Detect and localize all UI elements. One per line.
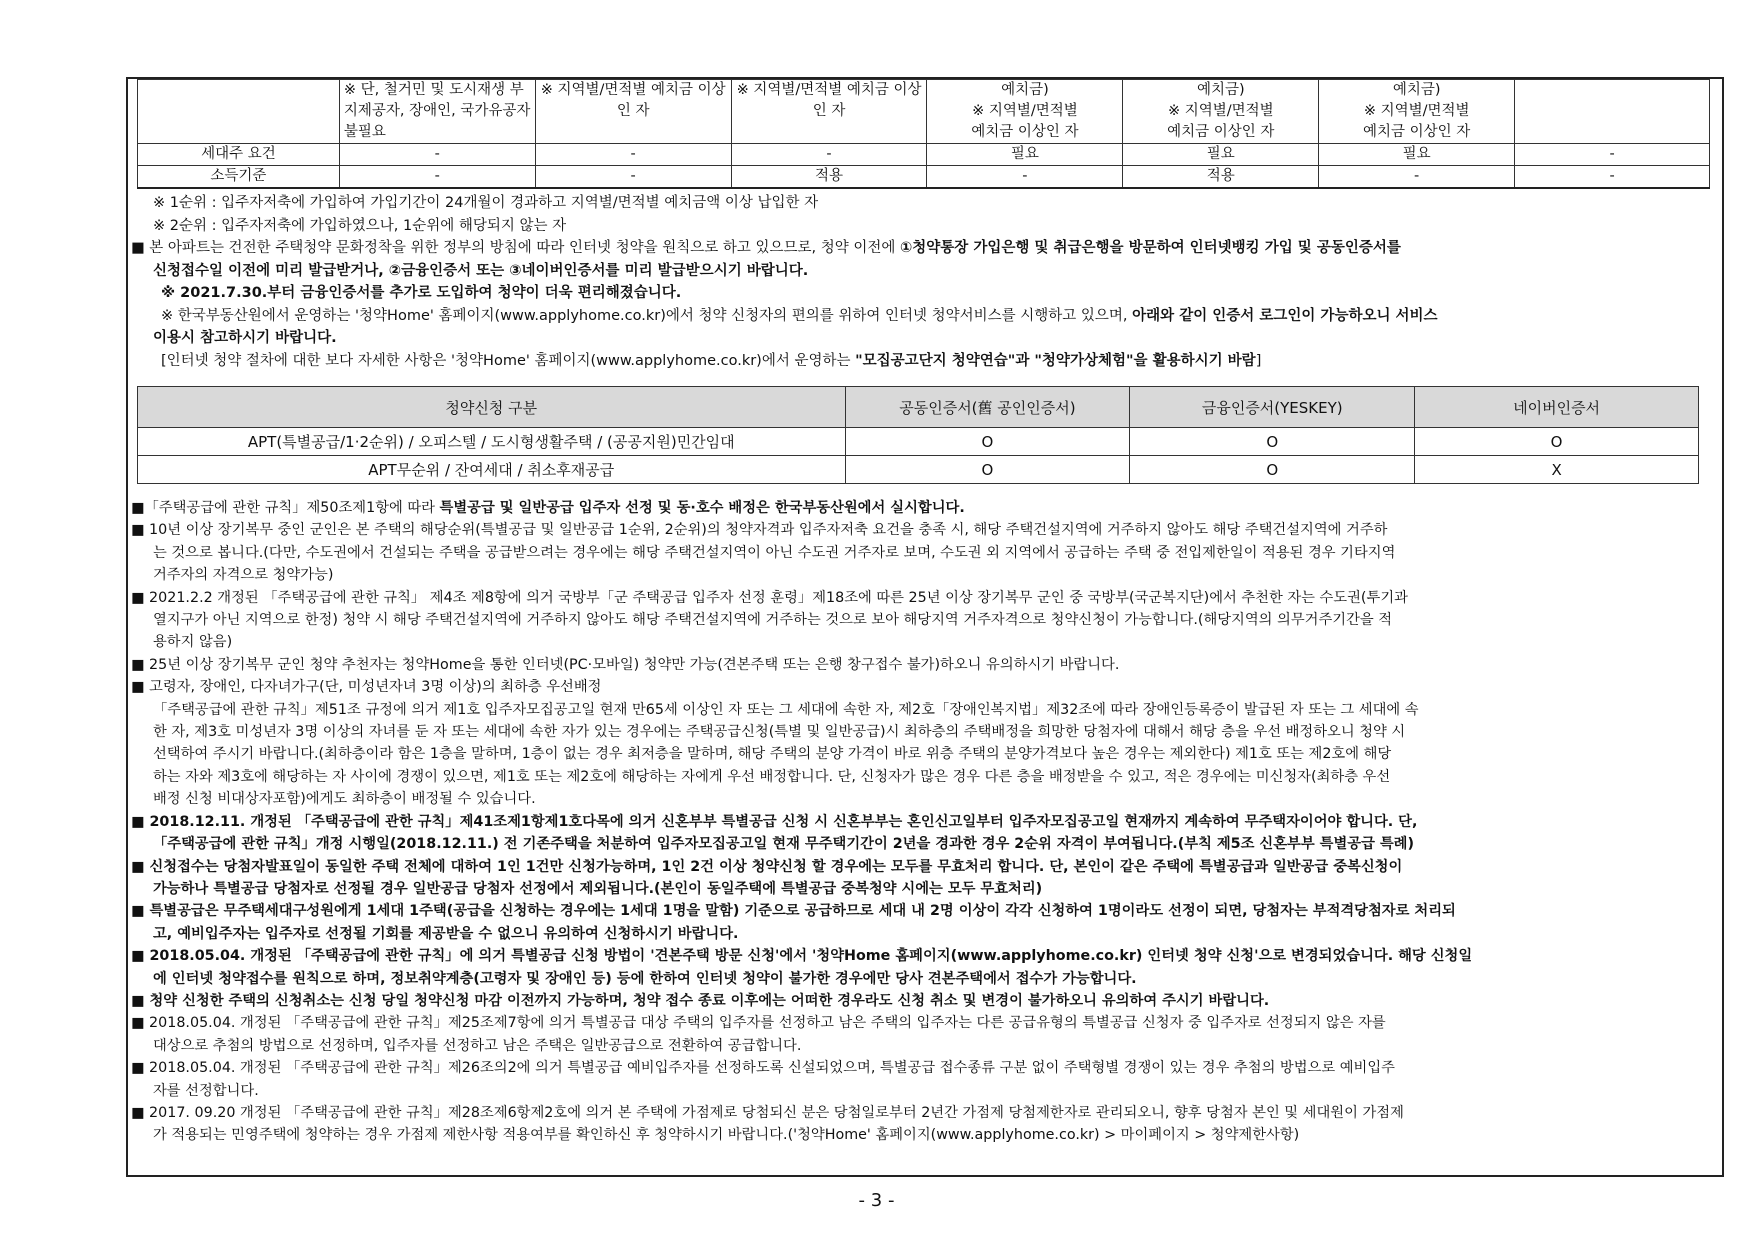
table-cell: - <box>1319 166 1515 189</box>
column-header: 금융인증서(YESKEY) <box>1130 387 1415 428</box>
column-header: 네이버인증서 <box>1415 387 1699 428</box>
table-cell: APT(특별공급/1·2순위) / 오피스텔 / 도시형생활주택 / (공공지원)민간임대 <box>138 428 846 456</box>
note-line: 에 인터넷 청약접수를 원칙으로 하며, 정보취약계층(고령자 및 장애인 등) 등에 한하여 인터넷 청약이 불가한 경우에만 당사 견본주택에서 접수가 가능합니다. <box>153 970 1137 987</box>
table-cell: O <box>845 456 1130 484</box>
table-cell: 적용 <box>1123 166 1319 189</box>
column-header: 공동인증서(舊 공인인증서) <box>845 387 1130 428</box>
note-line: 신청접수일 이전에 미리 발급받거나, ②금융인증서 또는 ③네이버인증서를 미리 발급받으시기 바랍니다. <box>153 262 809 279</box>
note-line: 는 것으로 봅니다.(다만, 수도권에서 건설되는 주택을 공급받으려는 경우에는 해당 주택건설지역이 아닌 수도권 거주자로 보며, 수도권 외 지역에서 공급하는 주택 중 전입제한일이 적용된 경우 기타지역 <box>153 544 1396 561</box>
table-row <box>138 428 1699 456</box>
note-line: 자를 선정합니다. <box>153 1082 259 1099</box>
note-line: ■ 2018.12.11. 개정된 「주택공급에 관한 규칙」제41조제1항제1호다목에 의거 신혼부부 특별공급 신청 시 신혼부부는 혼인신고일부터 입주자모집공고일 현재까지 계속하여 무주택자이어야 합니다. 단, <box>131 813 1418 830</box>
table-cell: - <box>1515 144 1710 166</box>
note-line: 「주택공급에 관한 규칙」제51조 규정에 의거 제1호 입주자모집공고일 현재 만65세 이상인 자 또는 그 세대에 속한 자, 제2호「장애인복지법」제32조에 따라 장애인등록증이 발급된 자 또는 그 세대에 속 <box>153 701 1419 718</box>
table-row <box>138 166 1710 189</box>
note-line: ■ 2017. 09.20 개정된 「주택공급에 관한 규칙」제28조제6항제2호에 의거 본 주택에 가점제로 당첨되신 분은 당첨일로부터 2년간 가점제 당첨제한자로 관리되오니, 향후 당첨자 본인 및 세대원이 가점제 <box>131 1104 1404 1121</box>
table-cell: 적용 <box>731 166 927 189</box>
note-line: ■ 신청접수는 당첨자발표일이 동일한 주택 전체에 대하여 1인 1건만 신청가능하며, 1인 2건 이상 청약신청 할 경우에는 모두를 무효처리 합니다. 단, 본인이 같은 주택에 특별공급과 일반공급 중복신청이 <box>131 858 1403 875</box>
note-line: ※ 2021.7.30.부터 금융인증서를 추가로 도입하여 청약이 더욱 편리해졌습니다. <box>161 285 682 301</box>
table-cell: 필요 <box>927 144 1123 166</box>
table-cell: - <box>535 166 731 189</box>
table-cell: O <box>845 428 1130 456</box>
note-line: ■ 본 아파트는 건전한 주택청약 문화정착을 위한 정부의 방침에 따라 인터넷 청약을 원칙으로 하고 있으므로, 청약 이전에 ①청약통장 가입은행 및 취급은행을 방문하여 인터넷뱅킹 가입 및 공동인증서를 <box>131 240 1401 256</box>
note-line: ■ 고령자, 장애인, 다자녀가구(단, 미성년자녀 3명 이상)의 최하층 우선배정 <box>131 679 602 696</box>
table-cell: - <box>731 144 927 166</box>
table-cell: X <box>1415 456 1699 484</box>
note-line: 거주자의 자격으로 청약가능) <box>153 567 334 584</box>
table-row <box>138 456 1699 484</box>
table-cell: ※ 지역별/면적별 예치금 이상인 자 <box>731 80 927 144</box>
note-line: 배정 신청 비대상자포함)에게도 최하층이 배정될 수 있습니다. <box>153 791 536 808</box>
application-notes <box>131 497 1721 1147</box>
column-header: 청약신청 구분 <box>138 387 846 428</box>
table-row <box>138 80 1710 144</box>
table-cell: APT무순위 / 잔여세대 / 취소후재공급 <box>138 456 846 484</box>
note-line: [인터넷 청약 절차에 대한 보다 자세한 사항은 '청약Home' 홈페이지(www.applyhome.co.kr)에서 운영하는 "모집공고단지 청약연습"과 "청약가상체험"을 활용하시기 바람] <box>161 352 1262 369</box>
note-line: ■ 청약 신청한 주택의 신청취소는 신청 당일 청약신청 마감 이전까지 가능하며, 청약 접수 종료 이후에는 어떠한 경우라도 신청 취소 및 변경이 불가하오니 유의하여 주시기 바랍니다. <box>131 992 1270 1009</box>
note-line: ■ 2018.05.04. 개정된 「주택공급에 관한 규칙」제26조의2에 의거 특별공급 예비입주자를 선정하도록 신설되었으며, 특별공급 접수종류 구분 없이 주택형별 경쟁이 있는 경우 추첨의 방법으로 예비입주 <box>131 1060 1395 1077</box>
table-cell: O <box>1415 428 1699 456</box>
table-cell: 필요 <box>1319 144 1515 166</box>
note-line: ■ 2018.05.04. 개정된 「주택공급에 관한 규칙」에 의거 특별공급 신청 방법이 '견본주택 방문 신청'에서 '청약Home 홈페이지(www.applyhome.co.kr) 인터넷 청약 신청'으로 변경되었습니다. 해당 신청일 <box>131 948 1473 965</box>
table-cell: ※ 단, 철거민 및 도시재생 부지제공자, 장애인, 국가유공자 불필요 <box>339 80 535 144</box>
table-cell: 필요 <box>1123 144 1319 166</box>
note-line: ■ 2021.2.2 개정된 「주택공급에 관한 규칙」 제4조 제8항에 의거 국방부「군 주택공급 입주자 선정 훈령」제18조에 따른 25년 이상 장기복무 군인 중 국방부(국군복지단)에서 추천한 자는 수도권(투기과 <box>131 589 1408 606</box>
table-cell: 예치금) ※ 지역별/면적별 예치금 이상인 자 <box>1319 80 1515 144</box>
row-label: 소득기준 <box>138 166 340 189</box>
note-line: 하는 자와 제3호에 해당하는 자 사이에 경쟁이 있으면, 제1호 또는 제2호에 해당하는 자에게 우선 배정합니다. 단, 신청자가 많은 경우 다른 층을 배정받을 수 있고, 적은 경우에는 미신청자(최하층 우선 <box>153 768 1391 785</box>
note-line: 용하지 않음) <box>153 634 233 651</box>
note-line: ■ 25년 이상 장기복무 군인 청약 추천자는 청약Home을 통한 인터넷(PC·모바일) 청약만 가능(견본주택 또는 은행 창구접수 불가)하오니 유의하시기 바랍니다. <box>131 656 1120 673</box>
table-cell: O <box>1130 456 1415 484</box>
note-line: ■ 2018.05.04. 개정된 「주택공급에 관한 규칙」제25조제7항에 의거 특별공급 대상 주택의 입주자를 선정하고 남은 주택의 입주자는 다른 공급유형의 특별공급 신청자 중 입주자로 선정되지 않은 자를 <box>131 1015 1386 1032</box>
note-line: 선택하여 주시기 바랍니다.(최하층이라 함은 1층을 말하며, 1층이 없는 경우 최저층을 말하며, 해당 주택의 분양 가격이 바로 위층 주택의 분양가격보다 높은 경우는 제외한다) 제1호 또는 제2호에 해당 <box>153 746 1392 763</box>
page-number: - 3 - <box>858 1190 895 1211</box>
table-cell: - <box>1515 166 1710 189</box>
table-cell: O <box>1130 428 1415 456</box>
table-cell: 예치금) ※ 지역별/면적별 예치금 이상인 자 <box>927 80 1123 144</box>
note-line: 「주택공급에 관한 규칙」개정 시행일(2018.12.11.) 전 기존주택을 처분하여 입주자모집공고일 현재 무주택기간이 2년을 경과한 경우 2순위 자격이 부여됩니다.(부칙 제5조 신혼부부 특별공급 특례) <box>153 836 1415 853</box>
note-line: ■ 10년 이상 장기복무 중인 군인은 본 주택의 해당순위(특별공급 및 일반공급 1순위, 2순위)의 청약자격과 입주자저축 요건을 충족 시, 해당 주택건설지역에 거주하지 않아도 해당 주택건설지역에 거주하 <box>131 522 1388 539</box>
row-label: 세대주 요건 <box>138 144 340 166</box>
table-row <box>138 144 1710 166</box>
table-cell: ※ 지역별/면적별 예치금 이상인 자 <box>535 80 731 144</box>
note-line: 열지구가 아닌 지역으로 한정) 청약 시 해당 주택건설지역에 거주하지 않아도 해당 주택건설지역에 거주하는 것으로 보아 해당지역 거주자격으로 청약신청이 가능합니다.(해당지역의 의무거주기간을 적 <box>153 612 1393 629</box>
note-line: 가 적용되는 민영주택에 청약하는 경우 가점제 제한사항 적용여부를 확인하신 후 청약하시기 바랍니다.('청약Home' 홈페이지(www.applyhome.co.kr) > 마이페이지 > 청약제한사항) <box>153 1127 1300 1144</box>
note-line: 대상으로 추첨의 방법으로 선정하며, 입주자를 선정하고 남은 주택은 일반공급으로 전환하여 공급합니다. <box>153 1037 802 1054</box>
table-cell <box>138 80 340 144</box>
note-line: ※ 한국부동산원에서 운영하는 '청약Home' 홈페이지(www.applyhome.co.kr)에서 청약 신청자의 편의를 위하여 인터넷 청약서비스를 시행하고 있으며, 아래와 같이 인증서 로그인이 가능하오니 서비스 <box>161 307 1438 324</box>
table-cell: 예치금) ※ 지역별/면적별 예치금 이상인 자 <box>1123 80 1319 144</box>
table-cell: - <box>339 144 535 166</box>
table-cell: - <box>927 166 1123 189</box>
table-header-row <box>138 387 1699 428</box>
note-line: 가능하나 특별공급 당첨자로 선정될 경우 일반공급 당첨자 선정에서 제외됩니다.(본인이 동일주택에 특별공급 중복청약 시에는 모두 무효처리) <box>153 880 1043 897</box>
table-cell <box>1515 80 1710 144</box>
note-line: ■「주택공급에 관한 규칙」제50조제1항에 따라 특별공급 및 일반공급 입주자 선정 및 동·호수 배정은 한국부동산원에서 실시합니다. <box>131 500 965 516</box>
table-cell: - <box>339 166 535 189</box>
table-cell: - <box>535 144 731 166</box>
note-line: ※ 2순위 : 입주자저축에 가입하였으나, 1순위에 해당되지 않는 자 <box>153 217 567 234</box>
note-line: ※ 1순위 : 입주자저축에 가입하여 가입기간이 24개월이 경과하고 지역별/면적별 예치금액 이상 납입한 자 <box>153 195 819 211</box>
eligibility-table <box>137 79 1710 189</box>
note-line: 고, 예비입주자는 입주자로 선정될 기회를 제공받을 수 없으니 유의하여 신청하시기 바랍니다. <box>153 925 739 942</box>
note-line: 한 자, 제3호 미성년자 3명 이상의 자녀를 둔 자 또는 세대에 속한 자가 있는 경우에는 주택공급신청(특별 및 일반공급)시 최하층의 주택배정을 희망한 당첨자에 대해서 해당 층을 우선 배정하오니 청약 시 <box>153 724 1406 741</box>
certificate-table <box>137 386 1699 484</box>
note-line: ■ 특별공급은 무주택세대구성원에게 1세대 1주택(공급을 신청하는 경우에는 1세대 1명을 말함) 기준으로 공급하므로 세대 내 2명 이상이 각각 신청하여 1명이라도 선정이 되면, 당첨자는 부적격당첨자로 처리되 <box>131 903 1456 920</box>
certificate-notes <box>131 192 1721 372</box>
note-line: 이용시 참고하시기 바랍니다. <box>153 330 337 346</box>
